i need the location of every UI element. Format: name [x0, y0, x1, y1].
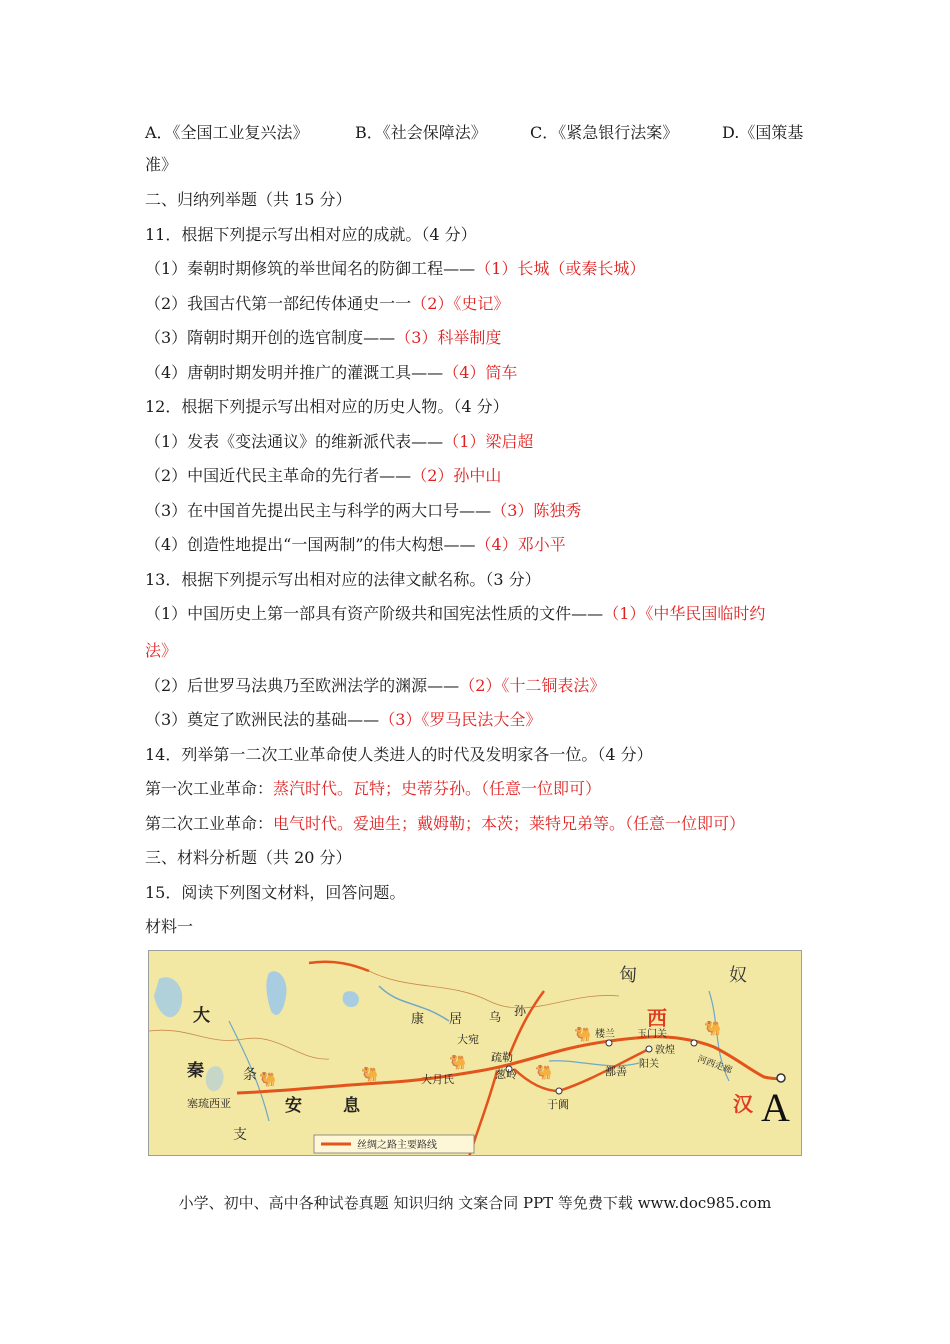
item-prompt: （3）隋朝时期开创的选官制度—— — [145, 328, 396, 347]
item-answer: （2）孙中山 — [411, 466, 502, 485]
question-stem: 11．根据下列提示写出相对应的成就。（4 分） — [145, 225, 477, 244]
label-an: 安 — [285, 1096, 302, 1116]
label-nu: 奴 — [729, 965, 747, 986]
question-item — [145, 604, 765, 624]
city-marker — [606, 1040, 612, 1046]
item-prompt: （3）奠定了欧洲民法的基础—— — [145, 710, 380, 729]
item-prompt: （2）后世罗马法典乃至欧洲法学的渊源—— — [145, 676, 460, 695]
label-yumenguan: 玉门关 — [637, 1029, 667, 1040]
label-loulan: 楼兰 — [595, 1029, 615, 1040]
section-title: 二、归纳列举题（共 15 分） — [145, 190, 352, 209]
page-footer: 小学、初中、高中各种试卷真题 知识归纳 文案合同 PPT 等免费下载 www.doc985.com — [178, 1194, 772, 1212]
item-prompt: （1）中国历史上第一部具有资产阶级共和国宪法性质的文件—— — [145, 604, 604, 623]
label-hexi: 河西走廊 — [695, 1054, 734, 1077]
legend-label: 丝绸之路主要路线 — [357, 1140, 437, 1151]
question-item — [145, 779, 601, 799]
label-shanshan: 鄯善 — [605, 1065, 627, 1078]
label-dunhuang: 敦煌 — [655, 1045, 675, 1056]
silk-road-map — [148, 950, 802, 1156]
label-qin: 秦 — [187, 1061, 204, 1081]
option-c: C．《紧急银行法案》 — [530, 123, 679, 142]
item-answer: （2）《史记》 — [411, 294, 510, 313]
question-item — [145, 259, 645, 279]
label-han: 汉 — [733, 1092, 753, 1116]
city-marker — [556, 1088, 562, 1094]
camel-icon: 🐫 — [259, 1072, 277, 1088]
item-answer: （1）长城（或秦长城） — [475, 259, 646, 278]
item-answer: （2）《十二铜表法》 — [459, 676, 606, 695]
label-tiao: 条 — [243, 1067, 257, 1083]
question-stem: 15．阅读下列图文材料，回答问题。 — [145, 883, 406, 902]
item-answer: 电气时代。爱迪生；戴姆勒；本茨；莱特兄弟等。（任意一位即可） — [273, 814, 746, 833]
item-answer: （4）筒车 — [443, 363, 518, 382]
question-stem: 13．根据下列提示写出相对应的法律文献名称。（3 分） — [145, 570, 541, 589]
question-item — [145, 328, 501, 348]
item-prompt: （4）唐朝时期发明并推广的灌溉工具—— — [145, 363, 444, 382]
label-wu: 乌 — [489, 1010, 502, 1024]
answer-options — [145, 120, 825, 142]
label-kang: 康 — [411, 1012, 425, 1027]
label-xi-han: 西 — [647, 1006, 667, 1030]
label-dawan: 大宛 — [457, 1033, 479, 1046]
question-item — [145, 710, 541, 730]
item-answer-continued: 法》 — [145, 641, 178, 660]
label-tiaozhixiya: 塞琉西亚 — [187, 1097, 231, 1110]
label-ju: 居 — [449, 1012, 463, 1027]
camel-icon: 🐫 — [361, 1067, 379, 1083]
question-item — [145, 294, 509, 314]
camel-icon: 🐫 — [704, 1021, 722, 1037]
question-item — [145, 466, 501, 486]
item-prompt: （1）发表《变法通议》的维新派代表—— — [145, 432, 444, 451]
question-stem: 12．根据下列提示写出相对应的历史人物。（4 分） — [145, 397, 509, 416]
changan-marker — [777, 1074, 785, 1082]
item-answer: （3）科举制度 — [395, 328, 502, 347]
label-dayuezhi: 大月氏 — [421, 1073, 454, 1086]
item-answer: （3）《罗马民法大全》 — [379, 710, 542, 729]
option-a: A．《全国工业复兴法》 — [145, 123, 309, 142]
question-item — [145, 363, 517, 383]
label-xi-parthia: 息 — [343, 1096, 360, 1116]
item-answer: （1）《中华民国临时约 — [603, 604, 766, 623]
item-answer: 蒸汽时代。瓦特；史蒂芬孙。（任意一位即可） — [273, 779, 602, 798]
item-answer: （3）陈独秀 — [491, 501, 582, 520]
item-prompt: （1）秦朝时期修筑的举世闻名的防御工程—— — [145, 259, 476, 278]
item-prompt: （2）我国古代第一部纪传体通史一一 — [145, 294, 412, 313]
label-zhi: 支 — [233, 1127, 247, 1143]
question-item — [145, 535, 566, 555]
camel-icon: 🐫 — [449, 1055, 467, 1071]
camel-icon: 🐫 — [535, 1065, 553, 1081]
map-canvas — [149, 951, 802, 1156]
section-title: 三、材料分析题（共 20 分） — [145, 848, 352, 867]
item-prompt: （2）中国近代民主革命的先行者—— — [145, 466, 412, 485]
item-label: 第一次工业革命： — [145, 779, 274, 798]
label-congling: 葱岭 — [495, 1068, 517, 1081]
material-label: 材料一 — [145, 917, 194, 936]
item-answer: （4）邓小平 — [475, 535, 566, 554]
label-sun: 孙 — [514, 1004, 527, 1018]
label-yutian: 于阗 — [547, 1098, 569, 1111]
label-shule: 疏勒 — [491, 1051, 513, 1064]
label-xiong: 匈 — [619, 965, 637, 986]
option-d: D.《国策基 — [722, 123, 804, 142]
land-area — [149, 951, 802, 1156]
question-item — [145, 432, 533, 452]
city-marker — [646, 1046, 652, 1052]
camel-icon: 🐫 — [574, 1027, 592, 1043]
option-d-continued: 准》 — [145, 155, 178, 174]
item-prompt: （4）创造性地提出“一国两制”的伟大构想—— — [145, 535, 476, 554]
question-item — [145, 501, 581, 521]
city-marker — [691, 1040, 697, 1046]
label-point-a: A — [761, 1085, 790, 1130]
item-answer: （1）梁启超 — [443, 432, 534, 451]
label-yangguan: 阳关 — [639, 1059, 659, 1070]
question-stem: 14．列举第一二次工业革命使人类进人的时代及发明家各一位。（4 分） — [145, 745, 653, 764]
item-label: 第二次工业革命： — [145, 814, 274, 833]
option-b: B．《社会保障法》 — [355, 123, 487, 142]
question-item — [145, 676, 605, 696]
question-item — [145, 814, 745, 834]
item-prompt: （3）在中国首先提出民主与科学的两大口号—— — [145, 501, 492, 520]
label-da: 大 — [193, 1006, 210, 1026]
